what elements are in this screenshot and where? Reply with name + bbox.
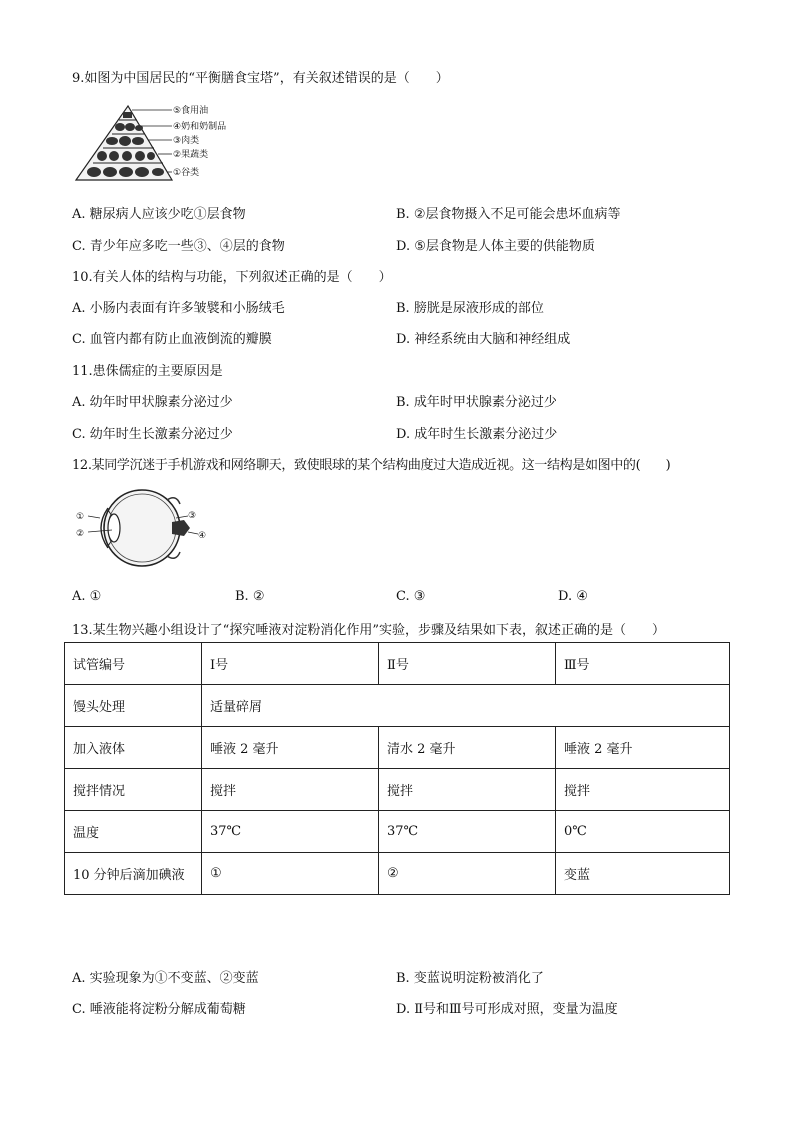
table-cell: 搅拌 [202, 769, 379, 811]
question-12-stem: 12.某同学沉迷于手机游戏和网络聊天，致使眼球的某个结构曲度过大造成近视。这一结构是如图中的( ) [72, 458, 671, 473]
table-cell: 搅拌 [556, 769, 730, 811]
eye-label-1: ① [76, 512, 85, 522]
pyramid-label-1: ①谷类 [173, 168, 200, 178]
eyeball-figure [72, 480, 212, 576]
q13-option-a[interactable]: A. 实验现象为①不变蓝、②变蓝 [72, 971, 259, 986]
q9-option-a[interactable]: A. 糖尿病人应该少吃①层食物 [72, 207, 246, 222]
experiment-table [64, 642, 730, 895]
q12-option-a[interactable]: A. ① [72, 589, 102, 604]
pyramid-label-3: ③肉类 [173, 136, 200, 146]
pyramid-label-4: ④奶和奶制品 [173, 122, 227, 132]
question-10-stem: 10.有关人体的结构与功能，下列叙述正确的是（ ） [72, 270, 392, 285]
table-cell: 加入液体 [65, 727, 202, 769]
q12-option-b[interactable]: B. ② [235, 589, 265, 604]
question-11-stem: 11.患侏儒症的主要原因是 [72, 364, 223, 379]
table-row [65, 853, 730, 895]
q10-option-c[interactable]: C. 血管内都有防止血液倒流的瓣膜 [72, 332, 272, 347]
q13-option-c[interactable]: C. 唾液能将淀粉分解成葡萄糖 [72, 1002, 246, 1017]
table-row [65, 727, 730, 769]
table-cell: 37℃ [379, 811, 556, 853]
table-cell: 搅拌 [379, 769, 556, 811]
table-cell: 搅拌情况 [65, 769, 202, 811]
table-cell: 唾液 2 毫升 [556, 727, 730, 769]
q11-option-a[interactable]: A. 幼年时甲状腺素分泌过少 [72, 395, 233, 410]
table-cell: 试管编号 [65, 643, 202, 685]
eye-label-2: ② [76, 529, 85, 539]
q10-option-b[interactable]: B. 膀胱是尿液形成的部位 [396, 301, 544, 316]
table-cell: 适量碎屑 [202, 685, 730, 727]
table-cell: 37℃ [202, 811, 379, 853]
question-13-stem: 13.某生物兴趣小组设计了“探究唾液对淀粉消化作用”实验，步骤及结果如下表，叙述正确的是（ ） [72, 623, 665, 638]
q9-option-b[interactable]: B. ②层食物摄入不足可能会患坏血病等 [396, 207, 621, 222]
table-cell: 馒头处理 [65, 685, 202, 727]
q12-option-d[interactable]: D. ④ [558, 589, 588, 604]
table-cell: Ⅱ号 [379, 643, 556, 685]
table-cell: 10 分钟后滴加碘液 [65, 853, 202, 895]
pyramid-label-5: ⑤食用油 [173, 106, 209, 116]
q10-option-a[interactable]: A. 小肠内表面有许多皱襞和小肠绒毛 [72, 301, 285, 316]
eye-label-3: ③ [188, 511, 197, 521]
q12-option-c[interactable]: C. ③ [396, 589, 426, 604]
table-row [65, 811, 730, 853]
question-9-stem: 9.如图为中国居民的“平衡膳食宝塔”，有关叙述错误的是（ ） [72, 71, 449, 86]
table-row [65, 685, 730, 727]
eye-label-4: ④ [198, 531, 207, 541]
q11-option-b[interactable]: B. 成年时甲状腺素分泌过少 [396, 395, 557, 410]
table-cell: 温度 [65, 811, 202, 853]
food-pyramid-figure [72, 96, 242, 186]
table-cell: Ⅲ号 [556, 643, 730, 685]
table-cell: ① [202, 853, 379, 895]
q9-option-c[interactable]: C. 青少年应多吃一些③、④层的食物 [72, 239, 285, 254]
table-header-row [65, 643, 730, 685]
table-cell: 变蓝 [556, 853, 730, 895]
q11-option-c[interactable]: C. 幼年时生长激素分泌过少 [72, 427, 233, 442]
table-row [65, 769, 730, 811]
q13-option-d[interactable]: D. Ⅱ号和Ⅲ号可形成对照，变量为温度 [396, 1002, 618, 1017]
table-cell: Ⅰ号 [202, 643, 379, 685]
table-cell: ② [379, 853, 556, 895]
pyramid-label-2: ②果蔬类 [173, 150, 209, 160]
q13-option-b[interactable]: B. 变蓝说明淀粉被消化了 [396, 971, 544, 986]
table-cell: 唾液 2 毫升 [202, 727, 379, 769]
table-cell: 清水 2 毫升 [379, 727, 556, 769]
q11-option-d[interactable]: D. 成年时生长激素分泌过少 [396, 427, 558, 442]
table-cell: 0℃ [556, 811, 730, 853]
q10-option-d[interactable]: D. 神经系统由大脑和神经组成 [396, 332, 571, 347]
q9-option-d[interactable]: D. ⑤层食物是人体主要的供能物质 [396, 239, 595, 254]
